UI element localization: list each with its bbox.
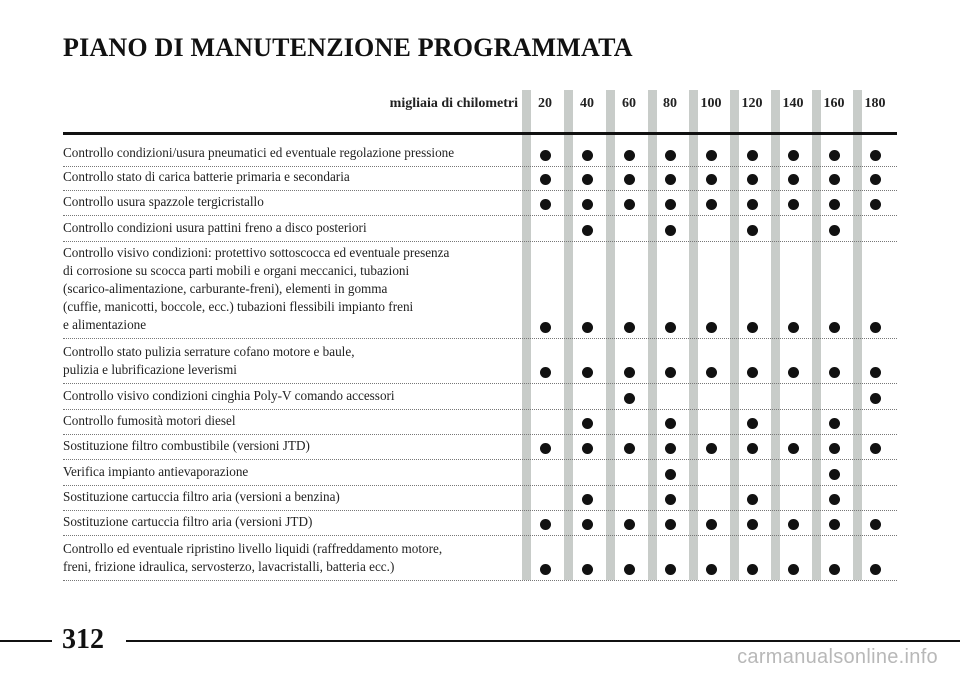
maintenance-mark-dot	[747, 174, 758, 185]
maintenance-mark-dot	[870, 564, 881, 575]
maintenance-mark-dot	[829, 494, 840, 505]
maintenance-mark-dot	[747, 443, 758, 454]
column-header: 60	[622, 96, 636, 111]
maintenance-mark-dot	[829, 225, 840, 236]
maintenance-mark-dot	[540, 367, 551, 378]
table-row	[63, 535, 523, 580]
column-header: 40	[580, 96, 594, 111]
maintenance-mark-dot	[829, 469, 840, 480]
table-row	[63, 338, 523, 383]
maintenance-mark-dot	[665, 174, 676, 185]
maintenance-mark-dot	[747, 418, 758, 429]
column-header: 20	[538, 96, 552, 111]
maintenance-mark-dot	[829, 564, 840, 575]
row-description-line: Controllo fumosità motori diesel	[63, 413, 236, 428]
maintenance-mark-dot	[624, 174, 635, 185]
maintenance-mark-dot	[582, 150, 593, 161]
column-header: 160	[823, 96, 845, 111]
row-description-line: Controllo ed eventuale ripristino livello liquidi (raffreddamento motore,	[63, 541, 443, 556]
maintenance-mark-dot	[582, 174, 593, 185]
maintenance-mark-dot	[624, 367, 635, 378]
maintenance-mark-dot	[582, 367, 593, 378]
maintenance-mark-dot	[829, 150, 840, 161]
row-description-line: Controllo visivo condizioni: protettivo sottoscocca ed eventuale presenza	[63, 245, 450, 260]
page-title: PIANO DI MANUTENZIONE PROGRAMMATA	[63, 33, 633, 62]
maintenance-mark-dot	[829, 322, 840, 333]
maintenance-mark-dot	[788, 150, 799, 161]
maintenance-mark-dot	[747, 199, 758, 210]
maintenance-mark-dot	[665, 443, 676, 454]
maintenance-mark-dot	[829, 519, 840, 530]
table-row	[63, 510, 523, 535]
maintenance-mark-dot	[624, 199, 635, 210]
table-row	[63, 136, 523, 166]
maintenance-mark-dot	[747, 519, 758, 530]
maintenance-mark-dot	[747, 322, 758, 333]
maintenance-mark-dot	[665, 367, 676, 378]
maintenance-mark-dot	[665, 494, 676, 505]
row-description-line: (scarico-alimentazione, carburante-freni), elementi in gomma	[63, 281, 388, 296]
maintenance-mark-dot	[706, 150, 717, 161]
maintenance-mark-dot	[829, 174, 840, 185]
row-description-line: Controllo stato pulizia serrature cofano motore e baule,	[63, 344, 355, 359]
maintenance-mark-dot	[582, 519, 593, 530]
table-row	[63, 190, 523, 215]
maintenance-mark-dot	[829, 418, 840, 429]
maintenance-mark-dot	[747, 494, 758, 505]
maintenance-mark-dot	[788, 564, 799, 575]
maintenance-mark-dot	[870, 443, 881, 454]
column-stripe	[771, 90, 780, 580]
maintenance-mark-dot	[706, 199, 717, 210]
maintenance-mark-dot	[788, 174, 799, 185]
page-number: 312	[62, 624, 104, 655]
column-stripe	[853, 90, 862, 580]
maintenance-mark-dot	[829, 367, 840, 378]
maintenance-mark-dot	[829, 199, 840, 210]
table-row	[63, 241, 523, 338]
maintenance-mark-dot	[870, 174, 881, 185]
maintenance-mark-dot	[665, 225, 676, 236]
maintenance-mark-dot	[624, 564, 635, 575]
column-header: 80	[663, 96, 677, 111]
maintenance-mark-dot	[747, 225, 758, 236]
maintenance-mark-dot	[788, 367, 799, 378]
maintenance-mark-dot	[665, 564, 676, 575]
footer-rule-right	[126, 640, 960, 642]
maintenance-mark-dot	[829, 443, 840, 454]
row-description-line: (cuffie, manicotti, boccole, ecc.) tubazioni flessibili impianto freni	[63, 299, 414, 314]
maintenance-mark-dot	[540, 322, 551, 333]
table-row	[63, 434, 523, 459]
maintenance-mark-dot	[624, 322, 635, 333]
column-stripe	[564, 90, 573, 580]
header-rule	[63, 132, 897, 135]
row-description-line: Controllo usura spazzole tergicristallo	[63, 194, 264, 209]
maintenance-mark-dot	[788, 443, 799, 454]
row-description-line: Sostituzione cartuccia filtro aria (versioni a benzina)	[63, 489, 340, 504]
maintenance-mark-dot	[665, 519, 676, 530]
maintenance-mark-dot	[788, 322, 799, 333]
row-description-line: Sostituzione cartuccia filtro aria (versioni JTD)	[63, 514, 313, 529]
row-description-line: freni, frizione idraulica, servosterzo, lavacristalli, batteria ecc.)	[63, 559, 395, 574]
maintenance-mark-dot	[665, 322, 676, 333]
maintenance-mark-dot	[665, 150, 676, 161]
table-row	[63, 166, 523, 190]
maintenance-mark-dot	[582, 564, 593, 575]
maintenance-mark-dot	[747, 150, 758, 161]
column-stripe	[606, 90, 615, 580]
maintenance-mark-dot	[582, 494, 593, 505]
maintenance-mark-dot	[788, 199, 799, 210]
maintenance-mark-dot	[870, 199, 881, 210]
column-header: 140	[782, 96, 804, 111]
maintenance-mark-dot	[540, 443, 551, 454]
column-header: 120	[741, 96, 763, 111]
table-row	[63, 215, 523, 241]
column-header: 180	[864, 96, 886, 111]
maintenance-mark-dot	[582, 322, 593, 333]
maintenance-mark-dot	[582, 443, 593, 454]
maintenance-mark-dot	[582, 418, 593, 429]
maintenance-mark-dot	[870, 367, 881, 378]
row-description-line: Verifica impianto antievaporazione	[63, 464, 249, 479]
maintenance-mark-dot	[624, 150, 635, 161]
row-description-line: Sostituzione filtro combustibile (versioni JTD)	[63, 438, 310, 453]
maintenance-mark-dot	[624, 443, 635, 454]
maintenance-mark-dot	[870, 322, 881, 333]
maintenance-mark-dot	[540, 199, 551, 210]
row-description-line: Controllo visivo condizioni cinghia Poly-V comando accessori	[63, 388, 395, 403]
table-row	[63, 383, 523, 409]
column-stripe	[648, 90, 657, 580]
maintenance-mark-dot	[747, 367, 758, 378]
row-description-line: di corrosione su scocca parti mobili e organi meccanici, tubazioni	[63, 263, 410, 278]
maintenance-mark-dot	[540, 519, 551, 530]
row-description-line: e alimentazione	[63, 317, 147, 332]
maintenance-mark-dot	[540, 174, 551, 185]
row-description-line: Controllo condizioni usura pattini freno a disco posteriori	[63, 220, 367, 235]
column-stripe	[522, 90, 531, 580]
maintenance-mark-dot	[665, 418, 676, 429]
row-divider	[63, 580, 897, 581]
maintenance-mark-dot	[665, 469, 676, 480]
maintenance-mark-dot	[665, 199, 676, 210]
maintenance-mark-dot	[788, 519, 799, 530]
maintenance-mark-dot	[582, 225, 593, 236]
maintenance-mark-dot	[747, 564, 758, 575]
header-label: migliaia di chilometri	[389, 96, 518, 111]
watermark: carmanualsonline.info	[737, 646, 938, 668]
table-row	[63, 459, 523, 485]
row-description-line: Controllo condizioni/usura pneumatici ed eventuale regolazione pressione	[63, 145, 455, 160]
table-row	[63, 409, 523, 434]
maintenance-mark-dot	[706, 519, 717, 530]
maintenance-mark-dot	[870, 393, 881, 404]
table-row	[63, 485, 523, 510]
maintenance-mark-dot	[540, 564, 551, 575]
maintenance-mark-dot	[706, 564, 717, 575]
row-description-line: Controllo stato di carica batterie primaria e secondaria	[63, 169, 350, 184]
footer-rule-left	[0, 640, 52, 642]
row-description-line: pulizia e lubrificazione leverismi	[63, 362, 237, 377]
maintenance-mark-dot	[624, 519, 635, 530]
maintenance-mark-dot	[706, 443, 717, 454]
column-header: 100	[700, 96, 722, 111]
maintenance-mark-dot	[706, 322, 717, 333]
maintenance-mark-dot	[582, 199, 593, 210]
column-stripe	[812, 90, 821, 580]
column-stripe	[730, 90, 739, 580]
maintenance-mark-dot	[870, 150, 881, 161]
maintenance-mark-dot	[706, 174, 717, 185]
column-stripe	[689, 90, 698, 580]
maintenance-mark-dot	[540, 150, 551, 161]
maintenance-mark-dot	[870, 519, 881, 530]
maintenance-mark-dot	[706, 367, 717, 378]
maintenance-mark-dot	[624, 393, 635, 404]
